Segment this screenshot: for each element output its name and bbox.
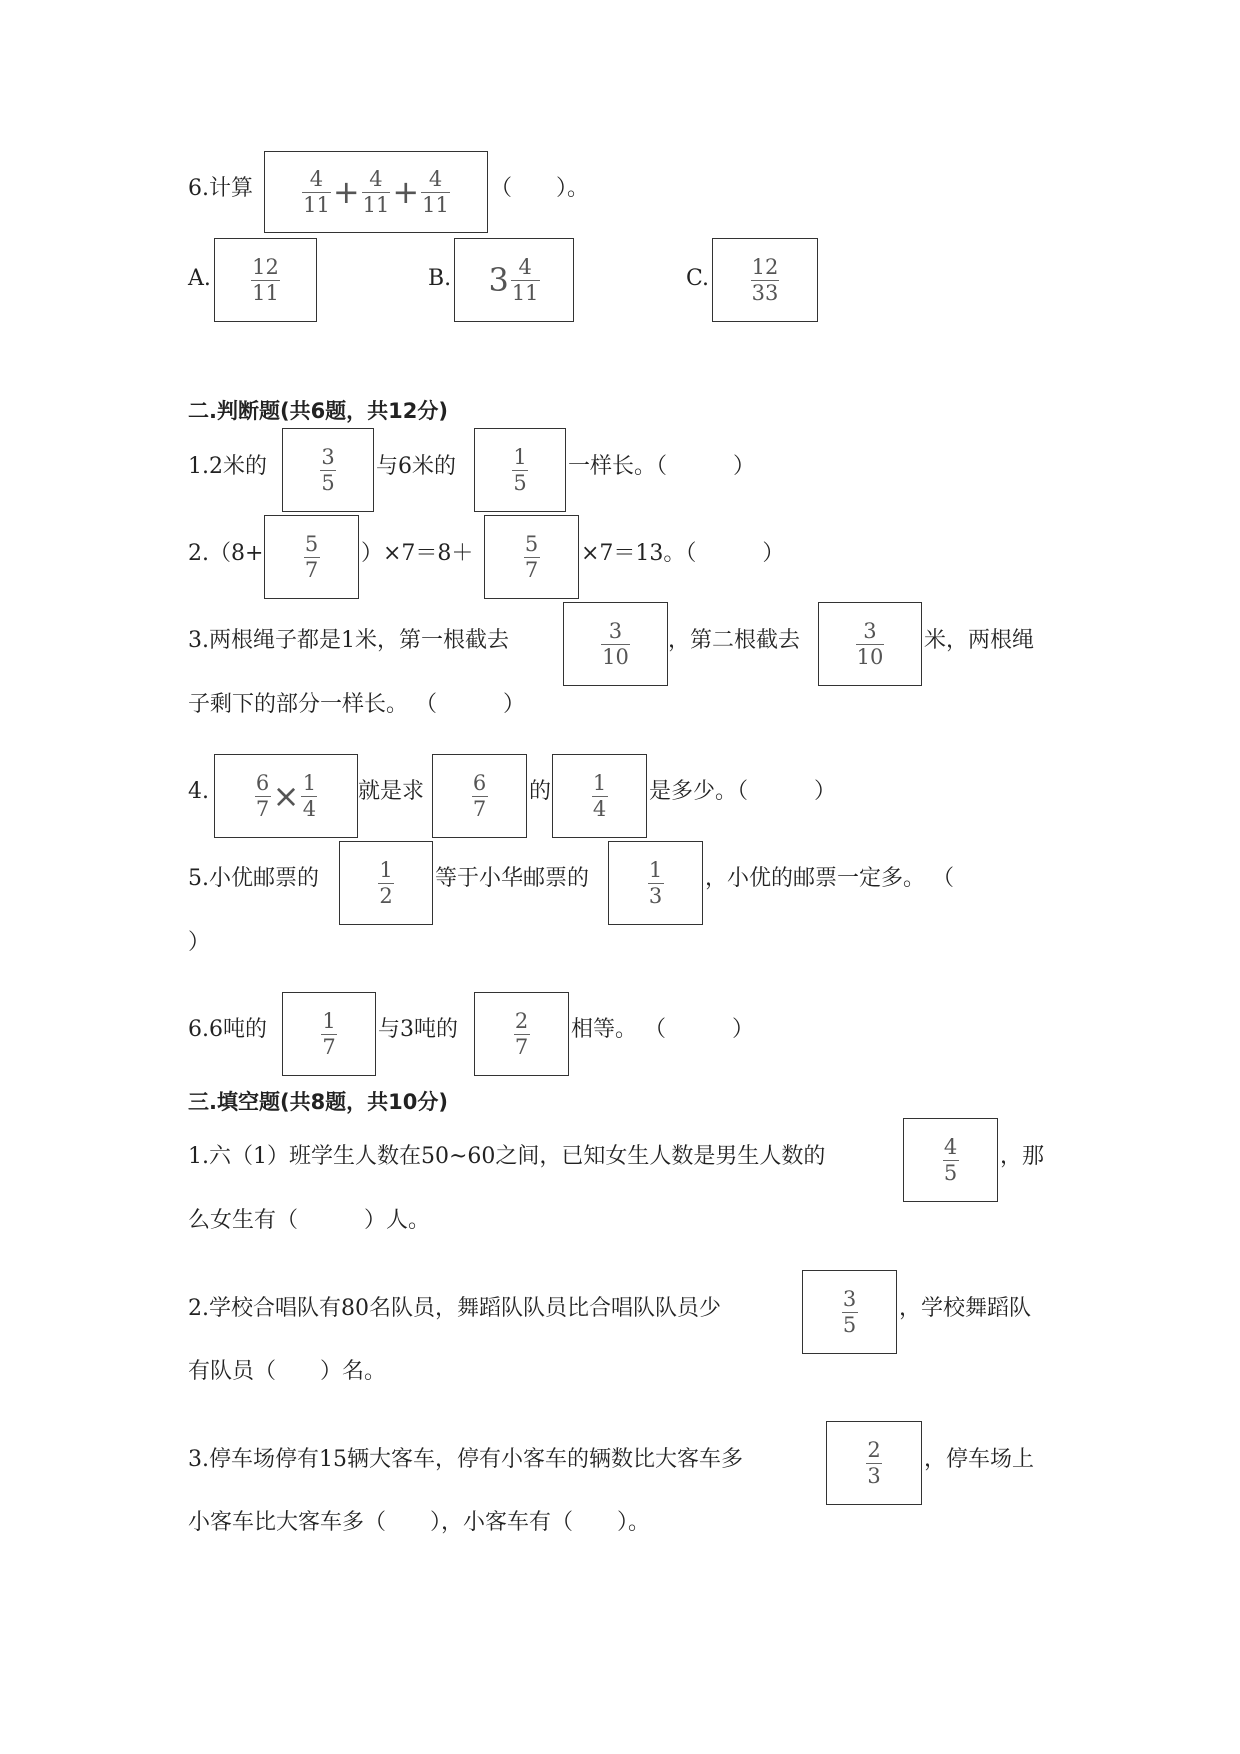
q-text: ）: [188, 930, 211, 955]
q-text: ，那: [1000, 1144, 1045, 1169]
q-text: 么女生有（ ）人。: [188, 1208, 431, 1233]
fraction-box: [282, 992, 376, 1076]
q-text: 等于小华邮票的: [435, 866, 590, 891]
q-text: 就是求: [358, 779, 425, 804]
q-text: ，第二根截去: [668, 628, 801, 653]
fraction: $\frac{1}{2}$: [379, 857, 393, 908]
fraction: $\frac{5}{7}$: [304, 531, 319, 582]
fraction: $\frac{6}{7}$: [255, 770, 270, 821]
q-text: ）×7＝8＋: [361, 541, 474, 566]
fraction: $\frac{12}{33}$: [751, 254, 779, 305]
q-text: 的: [529, 779, 552, 804]
q-text: 3.停车场停有15辆大客车，停有小客车的辆数比大客车多: [188, 1447, 743, 1472]
q-text: 5.小优邮票的: [188, 866, 319, 891]
q-text: 有队员（ ）名。: [188, 1359, 387, 1384]
fraction: $\frac{4}{11}$: [362, 166, 390, 217]
q-text: 4.: [188, 779, 209, 804]
fraction: $\frac{3}{10}$: [602, 618, 629, 669]
fraction: $\frac{6}{7}$: [472, 770, 487, 821]
fraction: $\frac{3}{5}$: [321, 444, 335, 495]
q-text: 与3吨的: [378, 1017, 458, 1042]
option-b-label: B.: [428, 266, 452, 291]
fraction-box: [282, 428, 374, 512]
fraction: $\frac{1}{3}$: [648, 857, 663, 908]
plus-sign: +: [332, 173, 360, 211]
expression-box: [214, 754, 358, 838]
fraction: $\frac{12}{11}$: [252, 254, 279, 305]
fraction: $\frac{1}{7}$: [322, 1008, 336, 1059]
fraction: $\frac{1}{4}$: [592, 770, 607, 821]
fraction: $\frac{4}{11}$: [511, 254, 539, 305]
fraction: $\frac{4}{5}$: [943, 1134, 958, 1185]
fraction: $\frac{2}{3}$: [867, 1437, 881, 1488]
q-text: 与6米的: [376, 454, 456, 479]
fraction: $\frac{5}{7}$: [524, 531, 539, 582]
q-text: ×7＝13。（ ）: [581, 541, 785, 566]
fraction-box: [818, 602, 922, 686]
fraction: $\frac{4}{11}$: [422, 166, 449, 217]
q-text: 2.（8+: [188, 541, 264, 566]
q-text: ，小优的邮票一定多。 （: [705, 866, 954, 891]
answer-blank: （ ）。: [490, 176, 590, 201]
fraction: $\frac{4}{11}$: [303, 166, 330, 217]
fraction-box: [432, 754, 527, 838]
option-b-box: [454, 238, 574, 322]
q-text: 是多少。（ ）: [649, 779, 837, 804]
fraction: $\frac{3}{10}$: [856, 618, 884, 669]
q-text: 子剩下的部分一样长。 （ ）: [188, 692, 525, 717]
fraction-box: [802, 1270, 897, 1354]
q-text: 6.6吨的: [188, 1017, 267, 1042]
q-text: 一样长。（ ）: [568, 454, 756, 479]
section-title: 三.填空题(共8题，共10分): [188, 1090, 449, 1114]
section-title: 二.判断题(共6题，共12分): [188, 399, 449, 423]
option-a-box: [214, 238, 317, 322]
option-a-label: A.: [188, 266, 211, 291]
q-text: 米，两根绳: [924, 628, 1035, 653]
q-text: 相等。 （ ）: [571, 1017, 754, 1042]
fraction: $\frac{1}{4}$: [302, 770, 317, 821]
fraction: $\frac{3}{5}$: [842, 1286, 857, 1337]
q-text: 1.2米的: [188, 454, 267, 479]
q-text: 3.两根绳子都是1米，第一根截去: [188, 628, 509, 653]
fraction-box: [608, 841, 703, 925]
fraction-box: [563, 602, 668, 686]
q-text: 小客车比大客车多（ ），小客车有（ ）。: [188, 1510, 651, 1535]
fraction-box: [826, 1421, 922, 1505]
option-c-box: [712, 238, 818, 322]
expression-box: [264, 151, 488, 233]
q-text: 1.六（1）班学生人数在50~60之间，已知女生人数是男生人数的: [188, 1144, 826, 1169]
fraction-box: [474, 428, 566, 512]
fraction-box: [903, 1118, 998, 1202]
fraction-box: [339, 841, 433, 925]
question-prefix: 6.计算: [188, 176, 253, 201]
fraction: $\frac{2}{7}$: [514, 1008, 529, 1059]
q-text: 2.学校合唱队有80名队员，舞蹈队队员比合唱队队员少: [188, 1296, 721, 1321]
fraction-box: [264, 515, 359, 599]
times-sign: ×: [272, 777, 300, 815]
fraction-box: [552, 754, 647, 838]
fraction-box: [484, 515, 579, 599]
whole-number: 3: [488, 261, 509, 299]
option-c-label: C.: [686, 266, 710, 291]
q-text: ，学校舞蹈队: [899, 1296, 1032, 1321]
fraction: $\frac{1}{5}$: [513, 444, 527, 495]
plus-sign: +: [392, 173, 420, 211]
fraction-box: [474, 992, 569, 1076]
q-text: ，停车场上: [924, 1447, 1035, 1472]
